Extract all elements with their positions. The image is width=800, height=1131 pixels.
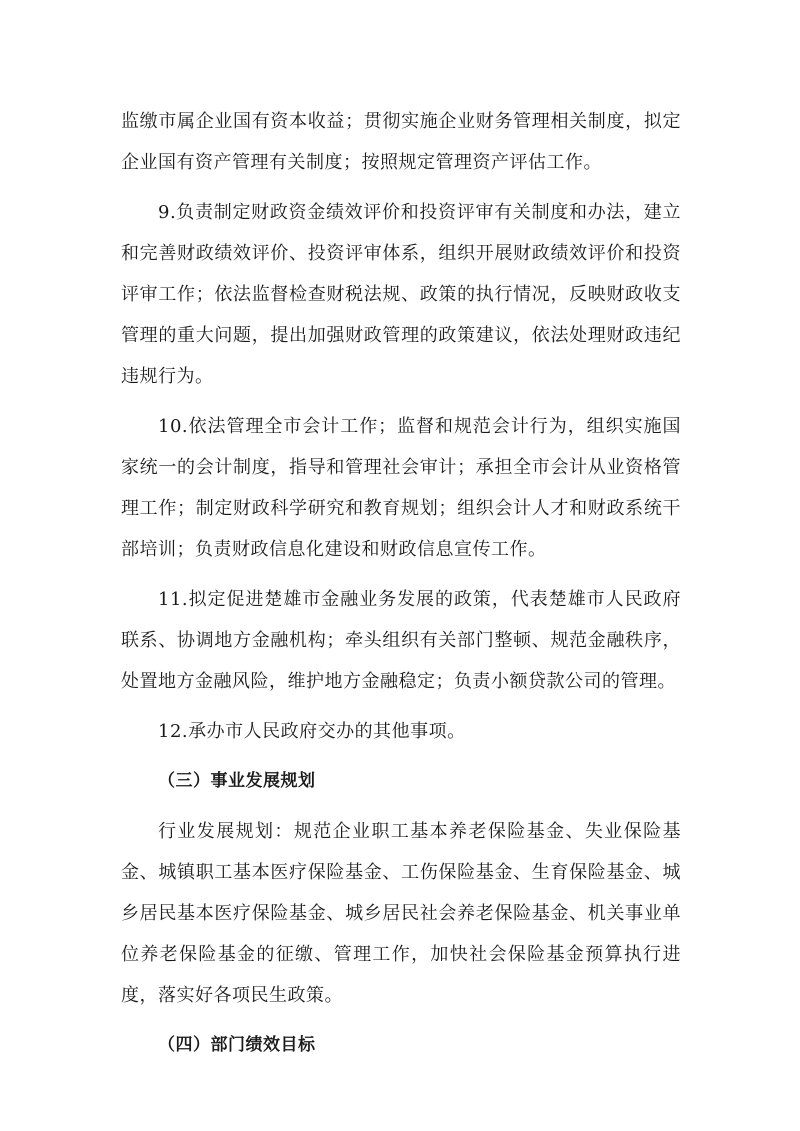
section-heading-performance-goals: （四）部门绩效目标 bbox=[158, 1035, 316, 1055]
paragraph-item-11: 11.拟定促进楚雄市金融业务发展的政策，代表楚雄市人民政府联系、协调地方金融机构；牵头组织有关部门整顿、规范金融秩序，处置地方金融风险，维护地方金融稳定；负责小额贷款公司的管理。 bbox=[121, 589, 681, 692]
document-body bbox=[121, 101, 681, 1075]
paragraph-item-12: 12.承办市人民政府交办的其他事项。 bbox=[158, 721, 466, 742]
paragraph-development-plan: 行业发展规划：规范企业职工基本养老保险基金、失业保险基金、城镇职工基本医疗保险基金、工伤保险基金、生育保险基金、城乡居民基本医疗保险基金、城乡居民社会养老保险基金、机关事业单位养老保险基金的征缴、管理工作，加快社会保险基金预算执行进度，落实好各项民生政策。 bbox=[121, 821, 681, 1006]
paragraph-item-10: 10.依法管理全市会计工作；监督和规范会计行为，组织实施国家统一的会计制度，指导和管理社会审计；承担全市会计从业资格管理工作；制定财政科学研究和教育规划；组织会计人才和财政系统干部培训；负责财政信息化建设和财政信息宣传工作。 bbox=[121, 416, 681, 560]
paragraph-item-9: 9.负责制定财政资金绩效评价和投资评审有关制度和办法，建立和完善财政绩效评价、投资评审体系，组织开展财政绩效评价和投资评审工作；依法监督检查财税法规、政策的执行情况，反映财政收支管理的重大问题，提出加强财政管理的政策建议，依法处理财政违纪违规行为。 bbox=[121, 202, 681, 387]
paragraph-asset-revenue: 监缴市属企业国有资本收益；贯彻实施企业财务管理相关制度，拟定企业国有资产管理有关制度；按照规定管理资产评估工作。 bbox=[121, 111, 681, 173]
section-heading-development-plan: （三）事业发展规划 bbox=[158, 771, 316, 791]
